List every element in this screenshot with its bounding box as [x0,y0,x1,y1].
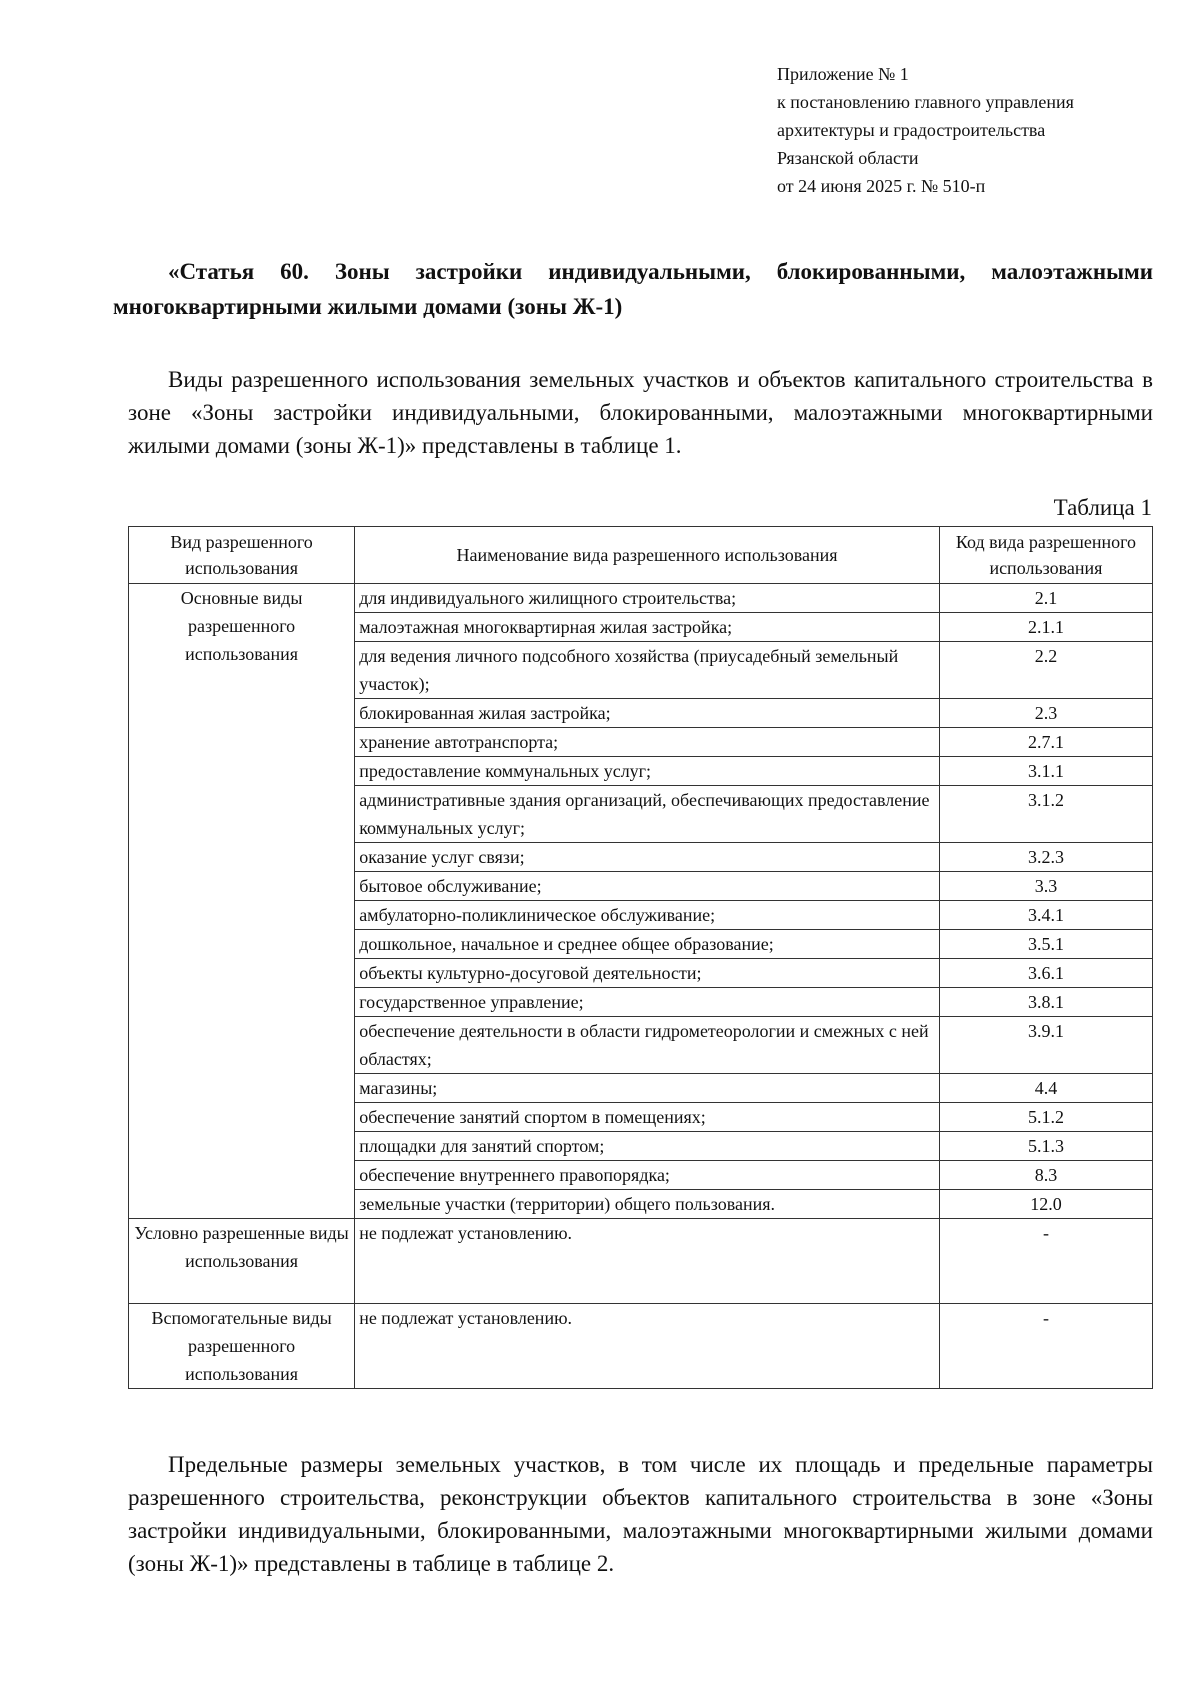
use-name-cell: магазины; [355,1074,940,1103]
use-name-cell: обеспечение внутреннего правопорядка; [355,1161,940,1190]
use-name-cell: малоэтажная многоквартирная жилая застройка; [355,613,940,642]
appendix-line: Рязанской области [777,148,919,168]
table-body [129,584,1153,1389]
use-name-cell: для ведения личного подсобного хозяйства (приусадебный земельный участок); [355,642,940,699]
use-name-cell: хранение автотранспорта; [355,728,940,757]
main-group-label: Основные виды разрешенного использования [129,584,355,1219]
article-title: «Статья 60. Зоны застройки индивидуальными, блокированными, малоэтажными многоквартирными жилыми домами (зоны Ж-1) [113,259,1153,319]
use-code-cell: 3.8.1 [939,988,1152,1017]
use-code-cell: 3.2.3 [939,843,1152,872]
conditional-code-cell: - [939,1219,1152,1304]
use-name-cell: обеспечение занятий спортом в помещениях; [355,1103,940,1132]
header-code: Код вида разрешенного использования [939,527,1152,584]
use-code-cell: 2.3 [939,699,1152,728]
use-name-cell: государственное управление; [355,988,940,1017]
use-code-cell: 2.7.1 [939,728,1152,757]
use-code-cell: 4.4 [939,1074,1152,1103]
appendix-header [777,60,1187,200]
table-row [129,584,1153,613]
use-code-cell: 12.0 [939,1190,1152,1219]
use-code-cell: 3.6.1 [939,959,1152,988]
header-type: Вид разрешенного использования [129,527,355,584]
use-code-cell: 3.3 [939,872,1152,901]
auxiliary-group-label: Вспомогательные виды разрешенного использования [129,1304,355,1389]
use-name-cell: блокированная жилая застройка; [355,699,940,728]
use-code-cell: 3.4.1 [939,901,1152,930]
use-name-cell: предоставление коммунальных услуг; [355,757,940,786]
use-code-cell: 2.2 [939,642,1152,699]
use-code-cell: 2.1 [939,584,1152,613]
use-name-cell: земельные участки (территории) общего пользования. [355,1190,940,1219]
appendix-line: от 24 июня 2025 г. № 510-п [777,176,986,196]
auxiliary-name-cell: не подлежат установлению. [355,1304,940,1389]
use-code-cell: 8.3 [939,1161,1152,1190]
appendix-line: к постановлению главного управления [777,92,1074,112]
table-caption: Таблица 1 [1053,495,1152,520]
use-name-cell: объекты культурно-досуговой деятельности; [355,959,940,988]
use-name-cell: дошкольное, начальное и среднее общее образование; [355,930,940,959]
conditional-group-label: Условно разрешенные виды использования [129,1219,355,1304]
table-header-row [129,527,1153,584]
use-code-cell: 5.1.3 [939,1132,1152,1161]
auxiliary-code-cell: - [939,1304,1152,1389]
use-code-cell: 3.1.1 [939,757,1152,786]
appendix-line: Приложение № 1 [777,64,909,84]
use-name-cell: оказание услуг связи; [355,843,940,872]
header-name: Наименование вида разрешенного использования [355,527,940,584]
use-name-cell: площадки для занятий спортом; [355,1132,940,1161]
land-use-table [128,526,1153,1389]
table-row-conditional [129,1219,1153,1304]
use-code-cell: 3.1.2 [939,786,1152,843]
intro-paragraph: Виды разрешенного использования земельных участков и объектов капитального строительства в зоне «Зоны застройки индивидуальными, блокированными, малоэтажными многоквартирными жилыми домами (зоны Ж-1)» представлены в таблице 1. [128,367,1153,458]
conditional-name-cell: не подлежат установлению. [355,1219,940,1304]
use-code-cell: 2.1.1 [939,613,1152,642]
use-name-cell: административные здания организаций, обеспечивающих предоставление коммунальных услуг; [355,786,940,843]
use-code-cell: 5.1.2 [939,1103,1152,1132]
use-name-cell: бытовое обслуживание; [355,872,940,901]
use-code-cell: 3.9.1 [939,1017,1152,1074]
use-name-cell: для индивидуального жилищного строительства; [355,584,940,613]
table-row-auxiliary [129,1304,1153,1389]
use-name-cell: амбулаторно-поликлиническое обслуживание; [355,901,940,930]
closing-paragraph: Предельные размеры земельных участков, в том числе их площадь и предельные параметры разрешенного строительства, реконструкции объектов капитального строительства в зоне «Зоны застройки индивидуальными, блокированными, малоэтажными многоквартирными жилыми домами (зоны Ж-1)» представлены в таблице в таблице 2. [128,1452,1153,1576]
use-code-cell: 3.5.1 [939,930,1152,959]
use-name-cell: обеспечение деятельности в области гидрометеорологии и смежных с ней областях; [355,1017,940,1074]
appendix-line: архитектуры и градостроительства [777,120,1046,140]
